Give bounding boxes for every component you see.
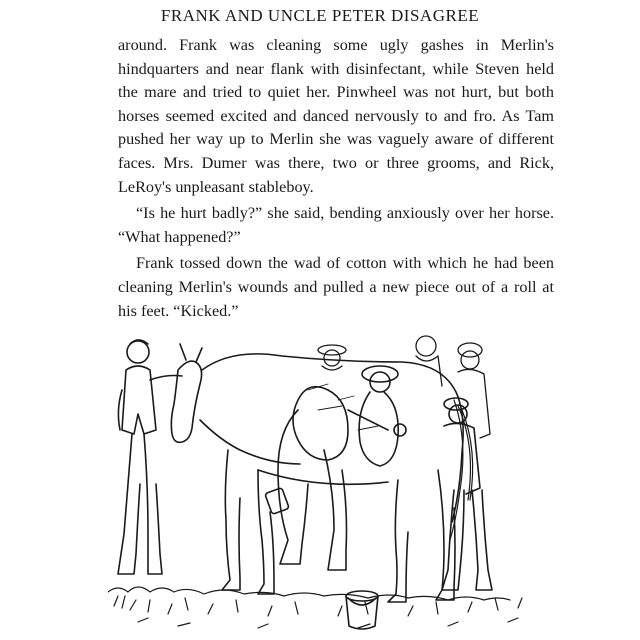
paragraph-3: Frank tossed down the wad of cotton with which he had been cleaning Merlin's wounds and pulled a new piece out of a roll at his feet. “Kicked.” <box>118 254 554 320</box>
tam <box>359 366 398 466</box>
paragraph-2: “Is he hurt badly?” she said, bending anxiously over her horse. “What happened?” <box>118 204 554 246</box>
horse-merlin <box>171 344 472 602</box>
paragraph-1: around. Frank was cleaning some ugly gashes in Merlin's hindquarters and near flank with disinfectant, while Steven held the mare and tried to quiet her. Pinwheel was not hurt, but both horses seemed excited and danced nervously to and fro. As Tam pushed her way up to Merlin she was vaguely aware of different faces. Mrs. Dumer was there, two or three grooms, and Rick, LeRoy's unpleasant stableboy. <box>118 36 554 196</box>
body-text <box>118 34 554 323</box>
illustration-horse-and-grooms <box>108 330 540 634</box>
running-head: FRANK AND UNCLE PETER DISAGREE <box>160 6 480 25</box>
groom-steven <box>118 340 182 574</box>
grass-ground <box>108 587 522 628</box>
